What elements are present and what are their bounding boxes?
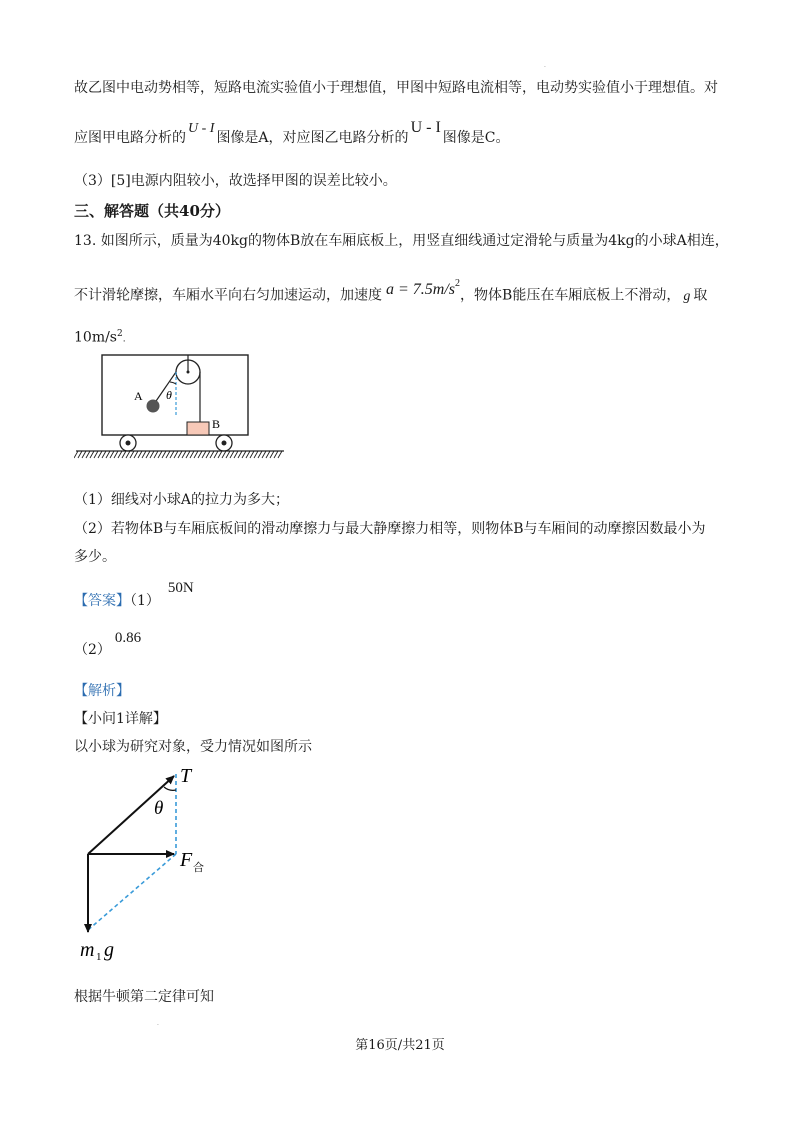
label-theta-force: θ <box>154 798 164 819</box>
ui-label-1: U - I <box>188 121 215 136</box>
answer-2-number: （2） <box>74 642 111 658</box>
question-13-line-2 <box>74 278 708 307</box>
string-to-ball <box>154 372 176 404</box>
gravity-symbol: g <box>683 288 691 304</box>
ui-label-2: U - I <box>410 119 441 136</box>
ground-hatching <box>74 451 282 458</box>
label-g: g <box>104 939 114 961</box>
sub-question-2-line-2: 多少。 <box>74 549 116 565</box>
label-f: F <box>180 849 193 871</box>
q13-line-2-b: ，物体B能压在车厢底板上不滑动， <box>460 287 681 304</box>
q13-line-2-a: 不计滑轮摩擦，车厢水平向右匀加速运动，加速度 <box>74 287 382 304</box>
answer-2-value: 0.86 <box>114 630 142 646</box>
question-13-line-1: 13. 如图所示，质量为40kg的物体B放在车厢底板上，用竖直细线通过定滑轮与质量为4kg的小球A相连， <box>74 233 729 249</box>
analysis-tag: 【解析】 <box>74 683 130 699</box>
label-theta: θ <box>166 388 172 402</box>
text-line-2-a: 应图甲电路分析的 <box>74 130 186 146</box>
sub-question-2-line-1: （2）若物体B与车厢底板间的滑动摩擦力与最大静摩擦力相等，则物体B与车厢间的动摩擦因数最小为 <box>74 521 706 537</box>
label-m: m <box>80 939 95 961</box>
text-line-2-b: 图像是A，对应图乙电路分析的 <box>216 130 409 146</box>
acceleration-exponent: 2 <box>455 278 461 289</box>
section-heading: 三、解答题（共40分） <box>74 202 230 220</box>
label-t: T <box>180 765 192 787</box>
answer-tag: 【答案】 <box>74 593 130 609</box>
page-footer: 第16页/共21页 <box>355 1038 445 1053</box>
q13-line-2-c: 取 <box>693 287 708 304</box>
detail-text: 以小球为研究对象，受力情况如图所示 <box>74 739 312 755</box>
answer-1-value: 50N <box>167 580 194 596</box>
q13-line-3-value: 10m/s <box>74 329 117 346</box>
text-line-1: 故乙图中电动势相等，短路电流实验值小于理想值，甲图中短路电流相等，电动势实验值小于理想值。对 <box>74 80 718 96</box>
answer-1-number: （1） <box>130 593 160 609</box>
sub-question-1: （1）细线对小球A的拉力为多大； <box>74 492 290 508</box>
label-m-subscript: 1 <box>96 951 102 963</box>
cart-pulley-figure <box>74 350 294 465</box>
text-line-2-c: 图像是C。 <box>442 130 510 146</box>
q13-line-3-dot: . <box>122 334 126 345</box>
answer-line-1 <box>74 580 194 611</box>
label-b: B <box>212 417 221 431</box>
answer-line-2 <box>74 630 142 660</box>
label-a: A <box>134 389 143 403</box>
acceleration-formula: a = 7.5m/s <box>386 280 456 298</box>
text-line-2 <box>74 119 510 149</box>
ball-a <box>147 400 160 413</box>
cart-body <box>102 355 248 435</box>
label-f-subscript: 合 <box>193 861 204 874</box>
dashed-diagonal <box>88 854 176 930</box>
detail-tag: 【小问1详解】 <box>74 711 167 727</box>
q13-line-3-exponent: 2 <box>117 329 123 339</box>
text-line-3: （3）[5]电源内阻较小，故选择甲图的误差比较小。 <box>74 173 397 189</box>
block-b <box>187 422 209 435</box>
newton-text: 根据牛顿第二定律可知 <box>74 989 214 1005</box>
question-13-line-3 <box>74 324 126 350</box>
force-diagram <box>70 760 240 965</box>
